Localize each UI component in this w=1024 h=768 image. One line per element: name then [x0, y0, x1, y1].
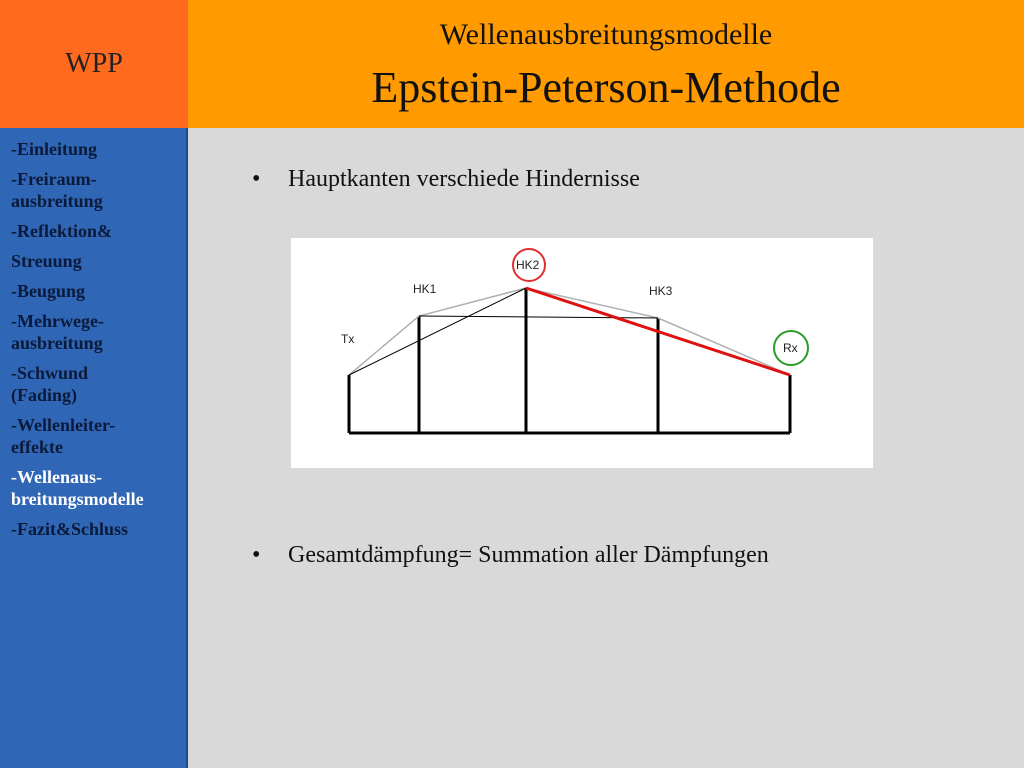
sidebar-item-label: -Wellenleiter-	[11, 415, 116, 435]
title-banner	[188, 0, 1024, 128]
sidebar-item-label: -Reflektion&	[11, 221, 112, 241]
hk2-label: HK2	[516, 258, 540, 272]
sidebar-item[interactable]	[11, 168, 186, 212]
bullet-text: Hauptkanten verschiede Hindernisse	[288, 166, 640, 192]
sidebar-item-label: -Fazit&Schluss	[11, 519, 128, 539]
sidebar-item-label: -Mehrwege-	[11, 311, 104, 331]
sidebar-item-label: -Freiraum-	[11, 169, 97, 189]
bullet-item	[252, 542, 769, 569]
bullet-item	[252, 166, 640, 193]
sidebar-item-label: (Fading)	[11, 385, 78, 405]
rx-label: Rx	[783, 341, 798, 355]
bullet-text: Gesamtdämpfung= Summation aller Dämpfungen	[288, 542, 769, 568]
sidebar-item[interactable]	[11, 220, 186, 242]
slide-subtitle: Wellenausbreitungsmodelle	[439, 18, 773, 51]
sidebar-item[interactable]	[11, 466, 186, 510]
sidebar-item[interactable]	[11, 414, 186, 458]
sidebar-item-label: Streuung	[11, 251, 82, 271]
sidebar-item-label: -Schwund	[11, 363, 89, 383]
tx-label: Tx	[341, 332, 355, 346]
sidebar-item-label: breitungsmodelle	[11, 489, 144, 509]
sidebar-item[interactable]	[11, 518, 186, 540]
diagram-svg	[291, 238, 873, 468]
hk1-label: HK1	[413, 282, 437, 296]
tx-hk2-path	[349, 288, 526, 375]
logo-text: WPP	[65, 48, 123, 79]
sidebar-item-label: ausbreitung	[11, 333, 103, 353]
hk3-label: HK3	[649, 284, 673, 298]
slide-title: Epstein-Peterson-Methode	[371, 63, 841, 112]
sidebar-list	[0, 128, 186, 540]
sidebar-item-label: -Wellenaus-	[11, 467, 103, 487]
sidebar-item-label: ausbreitung	[11, 191, 103, 211]
sidebar-item[interactable]	[11, 362, 186, 406]
sidebar-item[interactable]	[11, 310, 186, 354]
logo-box	[0, 0, 188, 128]
sidebar-item-label: -Einleitung	[11, 139, 98, 159]
epstein-peterson-diagram	[291, 238, 873, 468]
sidebar-nav	[0, 128, 188, 768]
sidebar-item[interactable]	[11, 250, 186, 272]
hk1-hk3-path	[419, 316, 658, 318]
sidebar-item[interactable]	[11, 280, 186, 302]
bullet-dot: •	[252, 166, 261, 192]
sidebar-item[interactable]	[11, 138, 186, 160]
bullet-dot: •	[252, 542, 261, 568]
sidebar-item-label: -Beugung	[11, 281, 86, 301]
sidebar-item-label: effekte	[11, 437, 63, 457]
